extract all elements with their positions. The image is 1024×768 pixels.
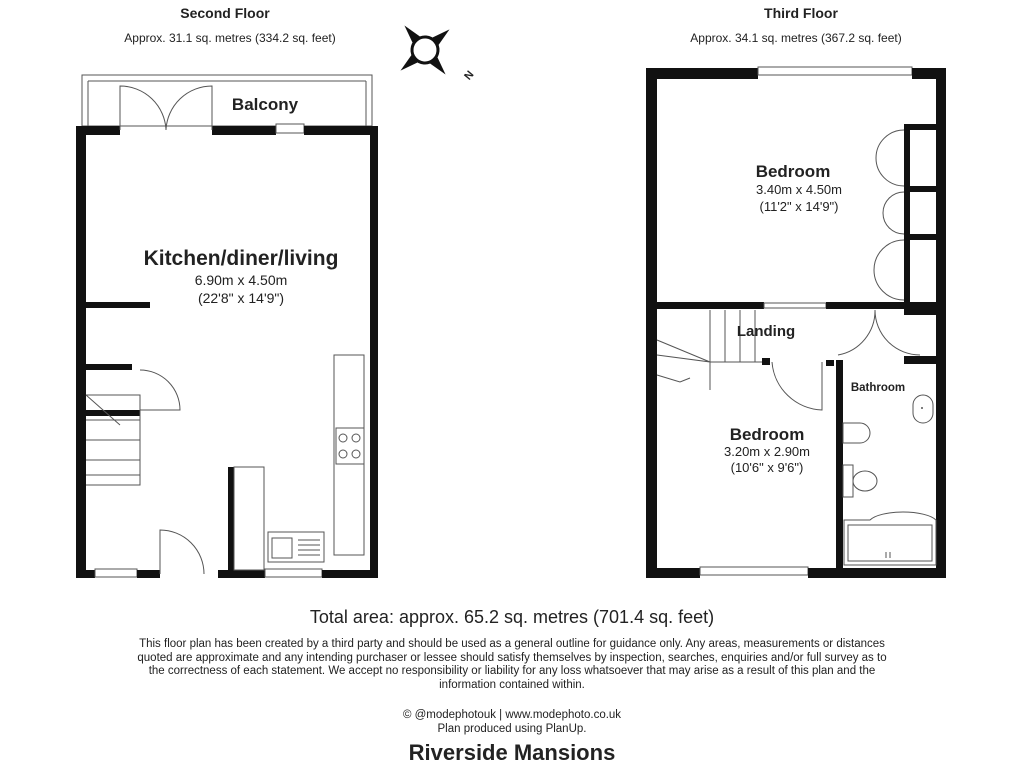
basin-icon <box>913 395 933 423</box>
compass-north-label: N <box>462 68 477 83</box>
window <box>758 67 912 75</box>
room-size-imperial: (11'2" x 14'9") <box>759 199 839 214</box>
window <box>276 124 304 133</box>
credits <box>0 708 1024 736</box>
balcony-door <box>120 86 212 130</box>
room-size-metric: 6.90m x 4.50m <box>194 272 288 288</box>
floor-area-third: Approx. 34.1 sq. metres (367.2 sq. feet) <box>690 31 902 45</box>
room-name-landing: Landing <box>736 323 796 340</box>
window <box>265 569 322 577</box>
room-name-kitchen: Kitchen/diner/living <box>143 247 339 270</box>
disclaimer: This floor plan has been created by a third party and should be used as a general outline for guidance only. Any areas, measurements or distances quoted are approximate and any intending purchaser or lessee should satisfy themselves by inspection, searches, enquiries and/or full survey as to the correctness of each statement. We accept no responsibility or liability for any loss whatsoever that may arise as a result of this plan and the information contained within. <box>137 638 887 691</box>
entrance-door <box>160 530 204 574</box>
hob-icon <box>336 428 364 464</box>
window <box>95 569 137 577</box>
window <box>700 567 808 575</box>
room-name-bathroom: Bathroom <box>850 382 906 394</box>
room-size-imperial: (22'8" x 14'9") <box>197 290 285 306</box>
staircase <box>86 395 140 485</box>
property-name: Riverside Mansions <box>408 740 616 765</box>
staircase <box>657 310 770 390</box>
floor-area-second: Approx. 31.1 sq. metres (334.2 sq. feet) <box>124 31 336 45</box>
third-floor-plan <box>646 67 946 578</box>
balcony-outline <box>82 75 372 126</box>
room-name-bedroom-2: Bedroom <box>729 425 805 444</box>
credit-planup: Plan produced using PlanUp. <box>437 723 587 735</box>
floor-title-third: Third Floor <box>764 5 838 21</box>
room-size-metric: 3.20m x 2.90m <box>724 444 810 459</box>
toilet-icon <box>843 423 877 497</box>
room-size-metric: 3.40m x 4.50m <box>756 182 842 197</box>
total-area: Total area: approx. 65.2 sq. metres (701.4 sq. feet) <box>309 607 715 627</box>
room-name-bedroom-1: Bedroom <box>755 162 831 181</box>
compass-icon <box>380 5 470 95</box>
wardrobe-doors <box>874 130 904 300</box>
room-name-balcony: Balcony <box>231 95 299 114</box>
bath-icon <box>844 512 936 565</box>
sink-icon <box>268 532 324 562</box>
second-floor-plan <box>76 75 378 578</box>
room-size-imperial: (10'6" x 9'6") <box>730 460 804 475</box>
floor-title-second: Second Floor <box>180 5 270 21</box>
credit-link[interactable]: © @modephotouk | www.modephoto.co.uk <box>402 709 622 721</box>
